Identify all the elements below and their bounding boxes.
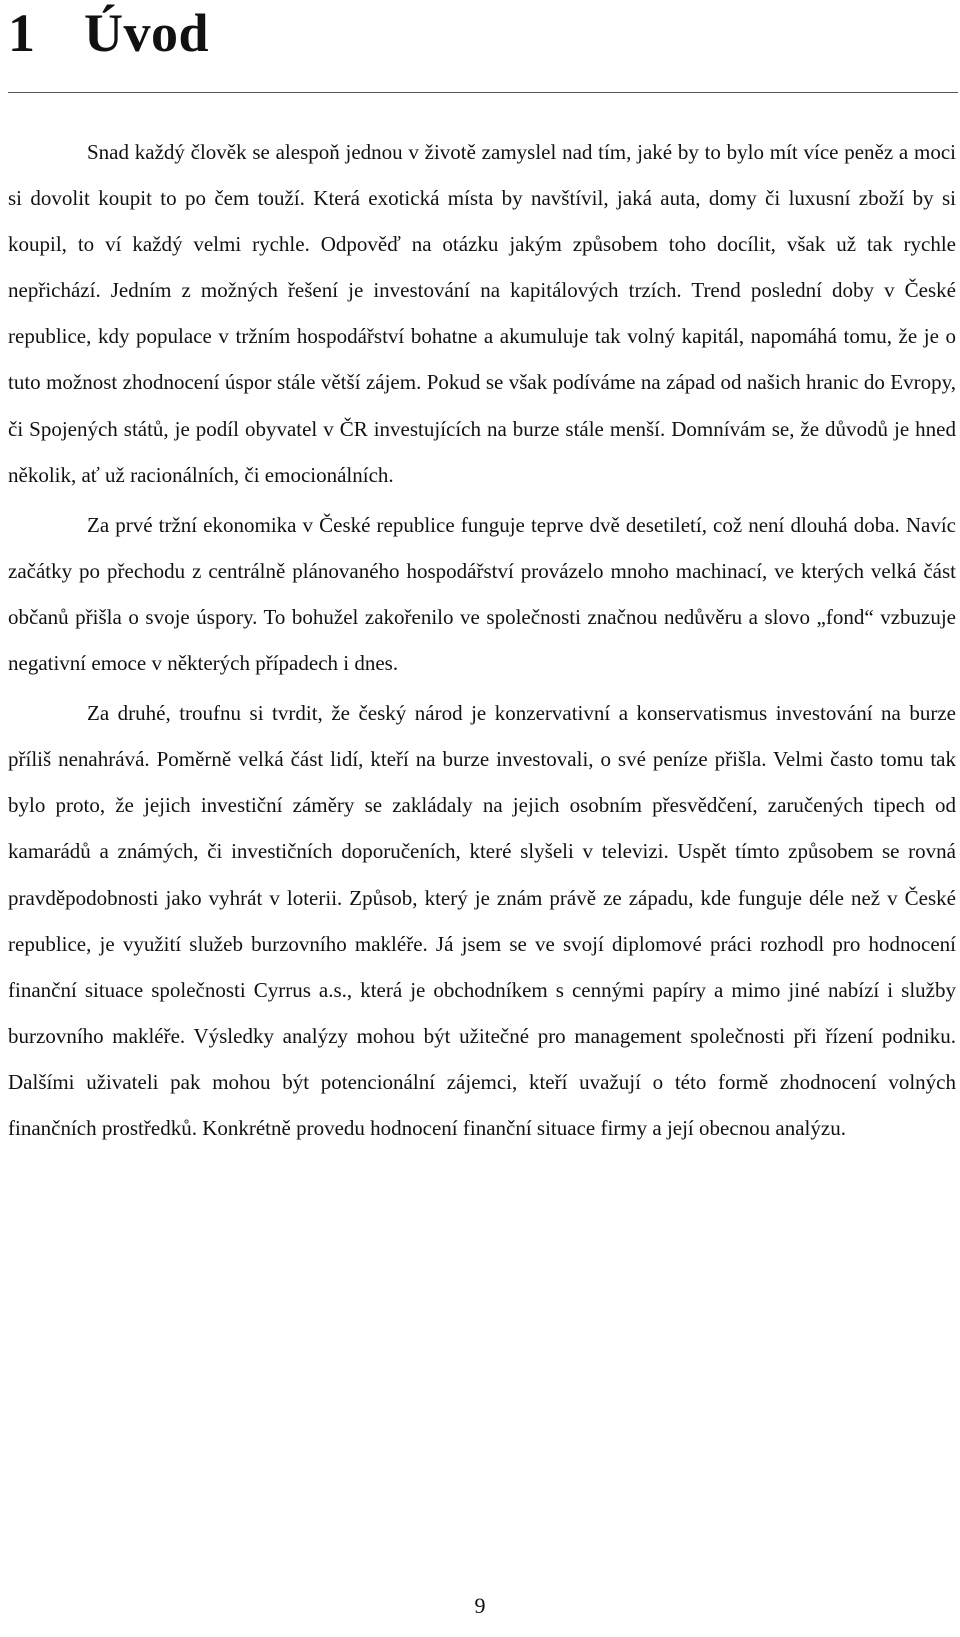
chapter-heading <box>8 0 209 66</box>
paragraph-3: Za druhé, troufnu si tvrdit, že český národ je konzervativní a konservatismus investování na burze příliš nenahrává. Poměrně velká část lidí, kteří na burze investovali, o své peníze přišla. Velmi často tomu tak bylo proto, že jejich investiční záměry se zakládaly na jejich osobním přesvědčení, zaručených tipech od kamarádů a známých, či investičních doporučeních, které slyšeli v televizi. Uspět tímto způsobem se rovná pravděpodobnosti jako vyhrát v loterii. Způsob, který je znám právě ze západu, kde funguje déle než v České republice, je využití služeb burzovního makléře. Já jsem se ve svojí diplomové práci rozhodl pro hodnocení finanční situace společnosti Cyrrus a.s., která je obchodníkem s cennými papíry a mimo jiné nabízí i služby burzovního makléře. Výsledky analýzy mohou být užitečné pro management společnosti při řízení podniku. Dalšími uživateli pak mohou být potencionální zájemci, kteří uvažují o této formě zhodnocení volných finančních prostředků. Konkrétně provedu hodnocení finanční situace firmy a její obecnou analýzu. <box>8 701 956 1140</box>
chapter-body <box>8 129 956 1151</box>
paragraph-1: Snad každý člověk se alespoň jednou v životě zamyslel nad tím, jaké by to bylo mít více peněz a moci si dovolit koupit to po čem touží. Která exotická místa by navštívil, jaká auta, domy či luxusní zboží by si koupil, to ví každý velmi rychle. Odpověď na otázku jakým způsobem toho docílit, však už tak rychle nepřichází. Jedním z možných řešení je investování na kapitálových trzích. Trend poslední doby v České republice, kdy populace v tržním hospodářství bohatne a akumuluje tak volný kapitál, napomáhá tomu, že je o tuto možnost zhodnocení úspor stále větší zájem. Pokud se však podíváme na západ od našich hranic do Evropy, či Spojených států, je podíl obyvatel v ČR investujících na burze stále menší. Domnívám se, že důvodů je hned několik, ať už racionálních, či emocionálních. <box>8 140 956 487</box>
chapter-title: Úvod <box>84 3 210 63</box>
chapter-number: 1 <box>8 3 36 63</box>
page-number: 9 <box>474 1593 486 1618</box>
heading-divider <box>8 92 958 93</box>
paragraph-2: Za prvé tržní ekonomika v České republice funguje teprve dvě desetiletí, což není dlouhá doba. Navíc začátky po přechodu z centrálně plánovaného hospodářství provázelo mnoho machinací, ve kterých velká část občanů přišla o svoje úspory. To bohužel zakořenilo ve společnosti značnou nedůvěru a slovo „fond“ vzbuzuje negativní emoce v některých případech i dnes. <box>8 512 956 676</box>
